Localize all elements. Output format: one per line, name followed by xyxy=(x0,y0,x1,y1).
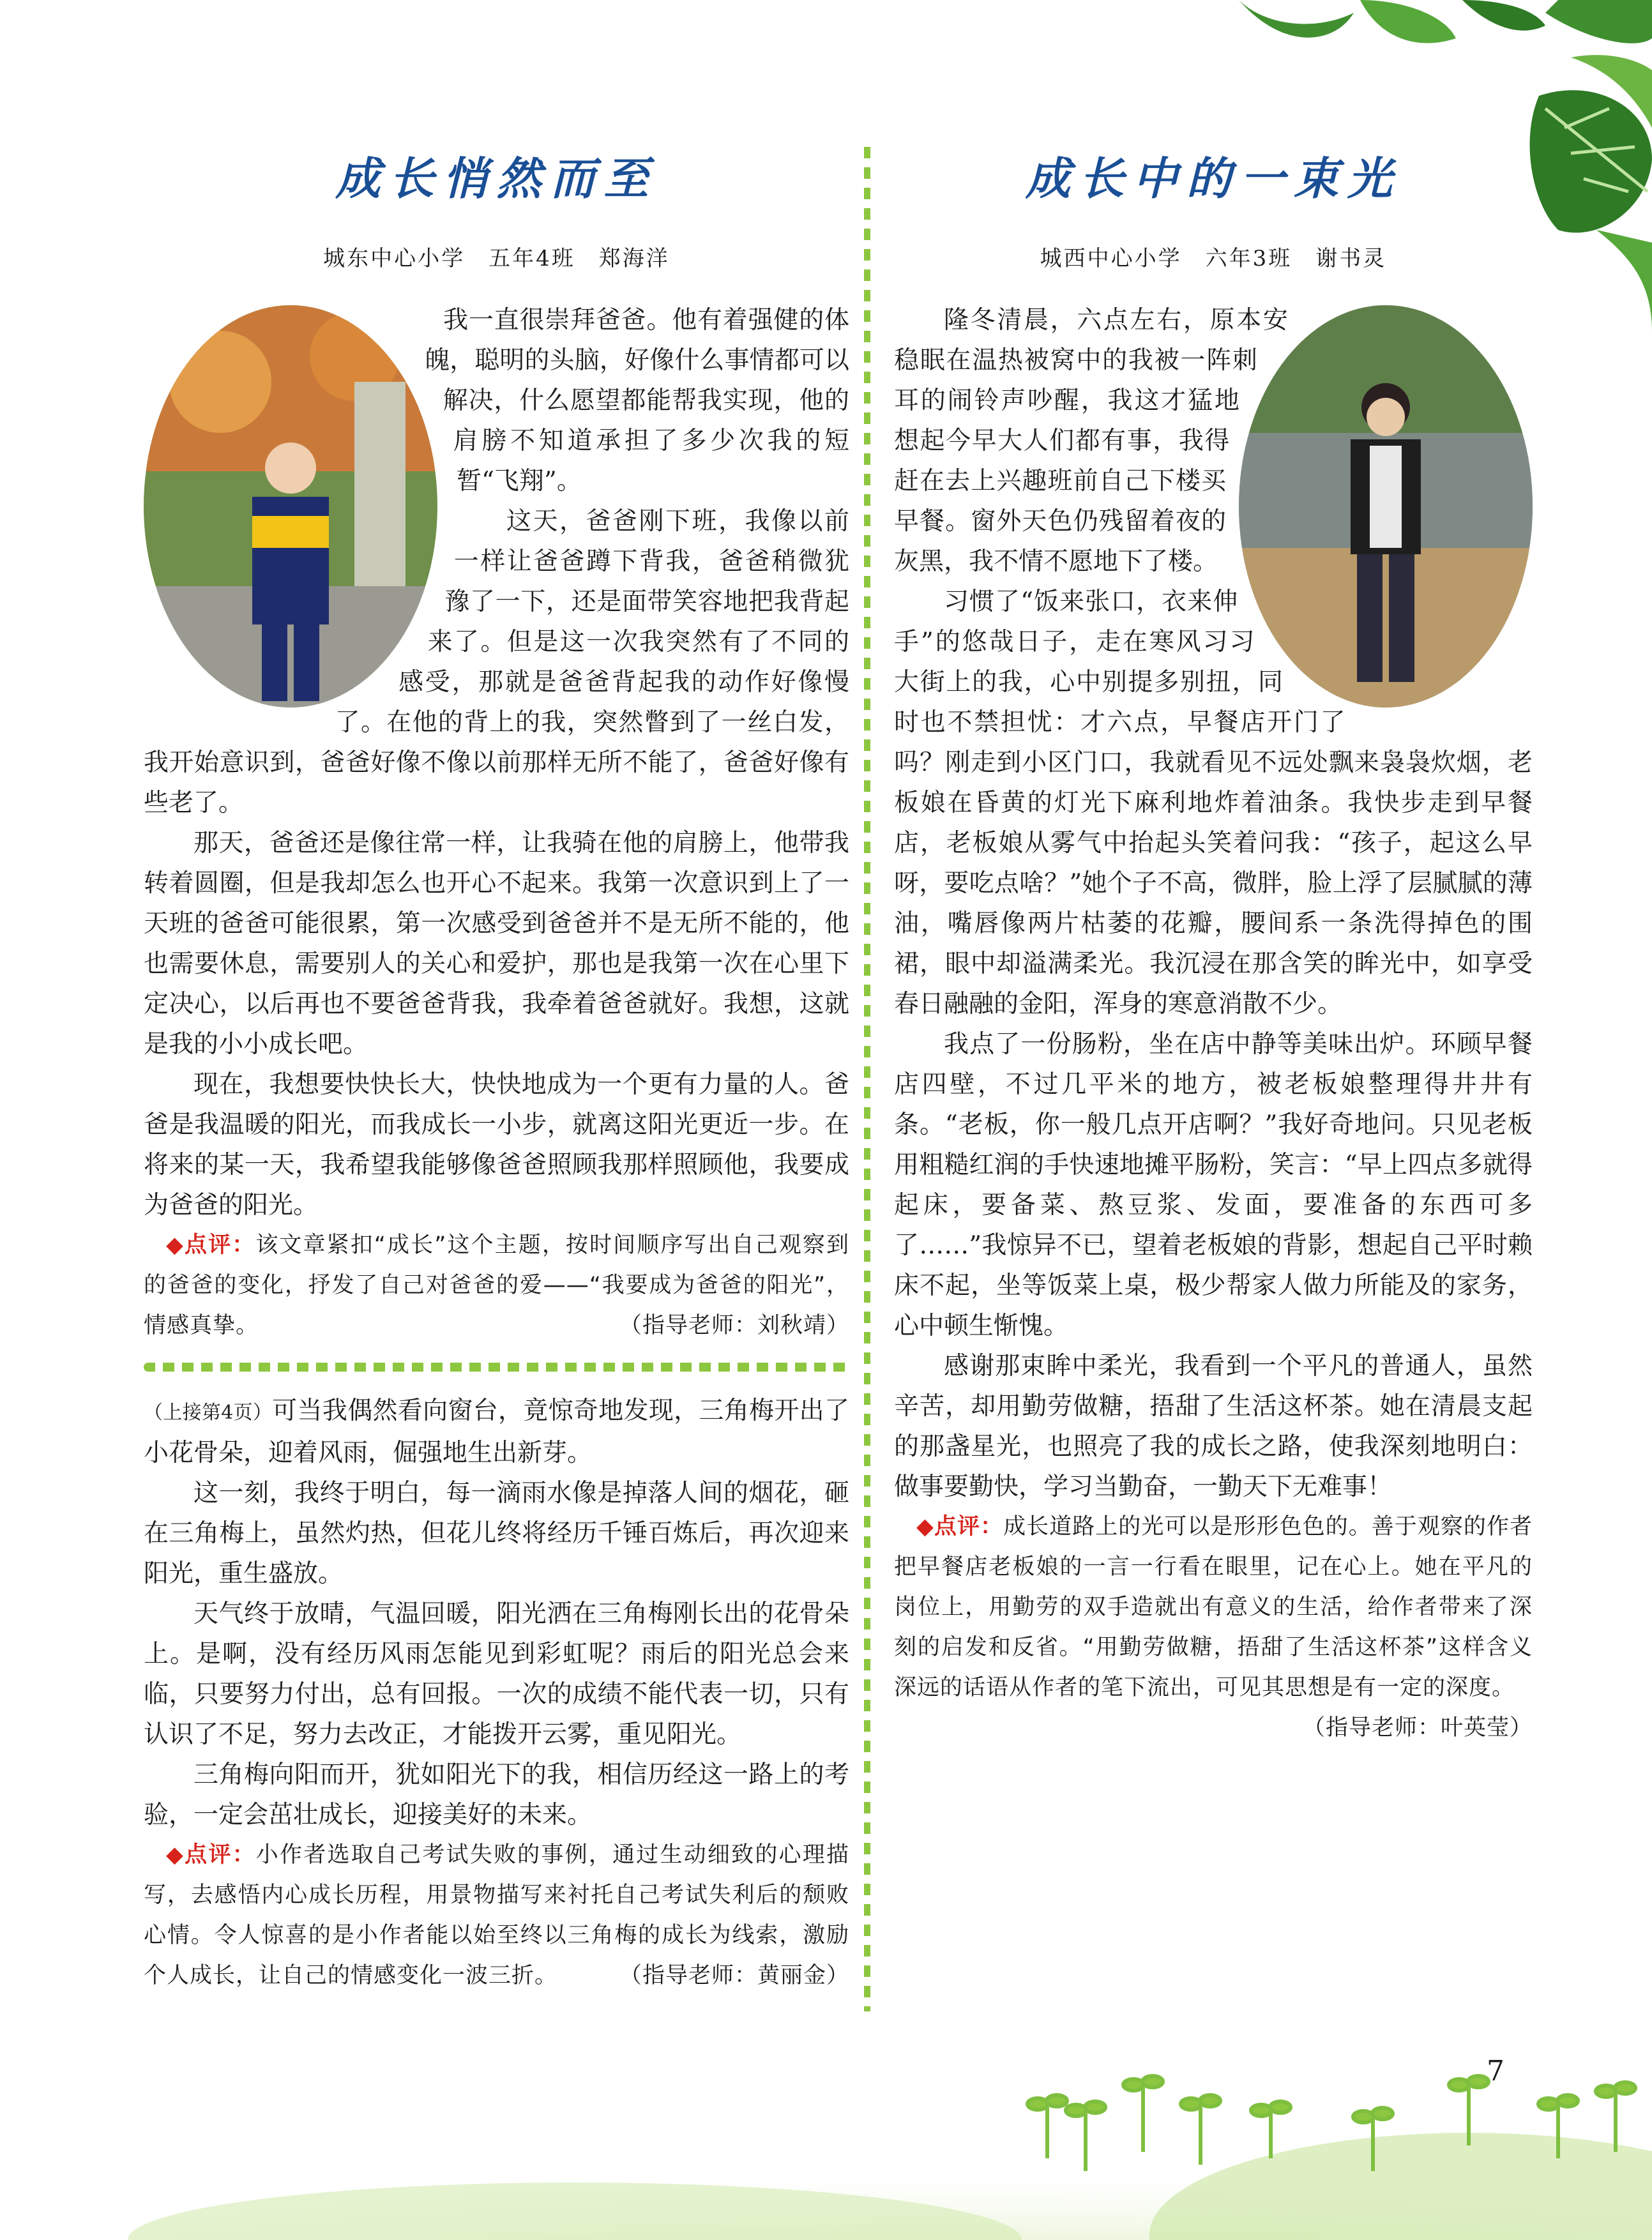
right-column xyxy=(894,147,1533,1748)
continued-note: （上接第4页） xyxy=(144,1402,273,1424)
diamond-icon: ◆ xyxy=(166,1232,185,1258)
article-title: 成长中的一束光 xyxy=(1026,152,1401,205)
paragraph: 天气终于放晴，气温回暖，阳光洒在三角梅刚长出的花骨朵上。是啊，没有经历风雨怎能见到彩虹呢？雨后的阳光总会来临，只要努力付出，总有回报。一次的成绩不能代表一切，只有认识了不足，努力去改正，才能拨开云雾，重见阳光。 xyxy=(144,1600,849,1749)
review xyxy=(144,1225,849,1346)
paragraph: 三角梅向阳而开，犹如阳光下的我，相信历经这一路上的考验，一定会茁壮成长，迎接美好的未来。 xyxy=(144,1760,849,1829)
grass-decoration-bottom xyxy=(0,1992,1652,2240)
review-text: 小作者选取自己考试失败的事例，通过生动细致的心理描写，去感悟内心成长历程，用景物描写来衬托自己考试失利后的颓败心情。令人惊喜的是小作者能以始至终以三角梅的成长为线索，激励个人成长，让自己的情感变化一波三折。 xyxy=(144,1842,849,1988)
paragraph: （上接第4页）可当我偶然看向窗台，竟惊奇地发现，三角梅开出了小花骨朵，迎着风雨，倔强地生出新芽。 xyxy=(144,1396,849,1467)
review xyxy=(144,1835,849,1996)
paragraph: 那天，爸爸还是像往常一样，让我骑在他的肩膀上，他带我转着圆圈，但是我却怎么也开心不起来。我第一次意识到上了一天班的爸爸可能很累，第一次感受到爸爸并不是无所不能的，他也需要休息，需要别人的关心和爱护，那也是我第一次在心里下定决心，以后再也不要爸爸背我，我牵着爸爸就好。我想，这就是我的小小成长吧。 xyxy=(144,829,849,1059)
page-number: 7 xyxy=(1487,2055,1504,2087)
review-label: 点评： xyxy=(185,1232,256,1258)
review xyxy=(894,1507,1533,1741)
paragraph: 习惯了“饭来张口，衣来伸手”的悠哉日子，走在寒风习习大街上的我，心中别提多别扭，同时也不禁担忧：才六点，早餐店开门了吗？刚走到小区门口，我就看见不远处飘来袅袅炊烟，老板娘在昏黄的灯光下麻利地炸着油条。我快步走到早餐店，老板娘从雾气中抬起头笑着问我：“孩子，起这么早呀，要吃点啥？”她个子不高，微胖，脸上浮了层腻腻的薄油，嘴唇像两片枯萎的花瓣，腰间系一条洗得掉色的围裙，眼中却溢满柔光。我沉浸在那含笑的眸光中，如享受春日融融的金阳，浑身的寒意消散不少。 xyxy=(894,587,1533,1018)
diamond-icon: ◆ xyxy=(916,1514,934,1540)
review-text: 该文章紧扣“成长”这个主题，按时间顺序写出自己观察到的爸爸的变化，抒发了自己对爸爸的爱——“我要成为爸爸的阳光”，情感真挚。 xyxy=(144,1232,849,1338)
left-column xyxy=(144,147,849,1996)
article-byline: 城西中心小学 六年3班 谢书灵 xyxy=(1040,246,1387,271)
paragraph: 我点了一份肠粉，坐在店中静等美味出炉。环顾早餐店四壁，不过几平米的地方，被老板娘整理得井井有条。“老板，你一般几点开店啊？”我好奇地问。只见老板用粗糙红润的手快速地摊平肠粉，笑言：“早上四点多就得起床，要备菜、熬豆浆、发面，要准备的东西可多了……”我惊异不已，望着老板娘的背影，想起自己平时赖床不起，坐等饭菜上桌，极少帮家人做力所能及的家务，心中顿生惭愧。 xyxy=(894,1030,1533,1340)
paragraph: 现在，我想要快快长大，快快地成为一个更有力量的人。爸爸是我温暖的阳光，而我成长一小步，就离这阳光更近一步。在将来的某一天，我希望我能够像爸爸照顾我那样照顾他，我要成为爸爸的阳光。 xyxy=(144,1070,849,1220)
continued-body xyxy=(144,1391,849,1835)
author-photo xyxy=(144,305,437,708)
teacher-credit: （指导老师：刘秋靖） xyxy=(619,1313,849,1338)
section-divider xyxy=(144,1363,849,1372)
article-body xyxy=(894,300,1533,1507)
review-label: 点评： xyxy=(185,1842,256,1868)
review-label: 点评： xyxy=(934,1514,1004,1540)
review-text: 成长道路上的光可以是形形色色的。善于观察的作者把早餐店老板娘的一言一行看在眼里，记在心上。她在平凡的岗位上，用勤劳的双手造就出有意义的生活，给作者带来了深刻的启发和反省。“用勤劳做糖，捂甜了生活这杯茶”这样含义深远的话语从作者的笔下流出，可见其思想是有一定的深度。 xyxy=(894,1514,1533,1700)
column-separator xyxy=(862,147,872,2011)
paragraph: 这一刻，我终于明白，每一滴雨水像是掉落人间的烟花，砸在三角梅上，虽然灼热，但花儿终将经历千锤百炼后，再次迎来阳光，重生盛放。 xyxy=(144,1479,849,1588)
teacher-credit: （指导老师：黄丽金） xyxy=(619,1963,849,1988)
article-body xyxy=(144,300,849,1225)
author-photo xyxy=(1239,305,1533,708)
teacher-credit: （指导老师：叶英莹） xyxy=(1302,1715,1533,1741)
article-byline: 城东中心小学 五年4班 郑海洋 xyxy=(323,246,670,271)
paragraph: 这天，爸爸刚下班，我像以前一样让爸爸蹲下背我，爸爸稍微犹豫了一下，还是面带笑容地把我背起来了。但是这一次我突然有了不同的感受，那就是爸爸背起我的动作好像慢了。在他的背上的我，突然瞥到了一丝白发，我开始意识到，爸爸好像不像以前那样无所不能了，爸爸好像有些老了。 xyxy=(144,507,849,817)
paragraph: 隆冬清晨，六点左右，原本安稳眠在温热被窝中的我被一阵刺耳的闹铃声吵醒，我这才猛地想起今早大人们都有事，我得赶在去上兴趣班前自己下楼买早餐。窗外天色仍残留着夜的灰黑，我不情不愿地下了楼。 xyxy=(894,306,1288,576)
article-title: 成长悄然而至 xyxy=(335,152,658,205)
diamond-icon: ◆ xyxy=(166,1842,185,1868)
paragraph: 感谢那束眸中柔光，我看到一个平凡的普通人，虽然辛苦，却用勤劳做糖，捂甜了生活这杯茶。她在清晨支起的那盏星光，也照亮了我的成长之路，使我深刻地明白：做事要勤快，学习当勤奋，一勤天下无难事！ xyxy=(894,1352,1533,1501)
paragraph: 我一直很崇拜爸爸。他有着强健的体魄，聪明的头脑，好像什么事情都可以解决，什么愿望都能帮我实现，他的肩膀不知道承担了多少次我的短暂“飞翔”。 xyxy=(425,306,849,496)
